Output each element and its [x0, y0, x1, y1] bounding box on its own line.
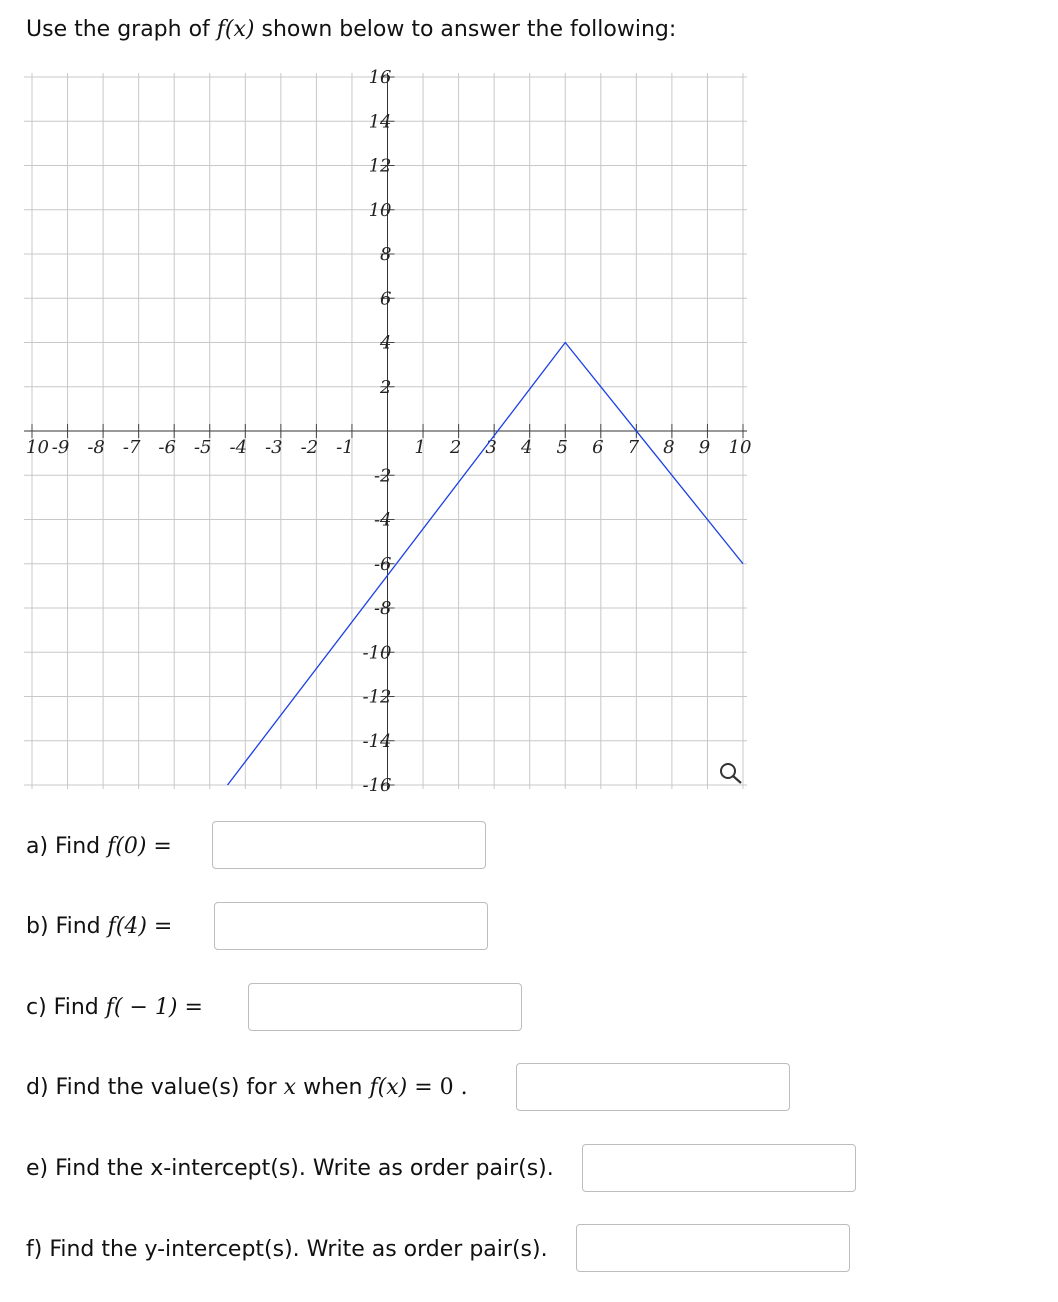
question-c-label: c) Find	[26, 995, 106, 1020]
y-tick-label: -12	[362, 686, 392, 708]
x-tick-label: -5	[193, 437, 212, 458]
question-d-eq: = 0 .	[407, 1075, 468, 1100]
x-tick-label: 4	[520, 437, 533, 458]
question-f	[26, 1235, 548, 1265]
y-tick-label: 16	[368, 67, 392, 88]
instructions-tail: shown below to answer the following:	[254, 17, 677, 42]
y-tick-label: 8	[380, 244, 392, 265]
question-a	[26, 832, 172, 862]
y-tick-label: 4	[380, 332, 392, 354]
question-a-eq: =	[146, 834, 172, 859]
x-tick-label: -8	[87, 437, 105, 458]
axes	[24, 73, 747, 789]
y-tick-label: -14	[362, 730, 392, 752]
question-c-eq: =	[177, 995, 203, 1020]
instructions-lead: Use the graph of	[26, 17, 217, 42]
y-tick-label: -4	[373, 509, 392, 531]
magnifier-icon[interactable]	[721, 764, 741, 783]
y-tick-label: -2	[373, 465, 392, 487]
question-c-expr: f( − 1)	[105, 995, 178, 1020]
x-tick-label: 5	[556, 437, 568, 458]
y-tick-label: 14	[368, 111, 392, 133]
x-tick-label: 10	[26, 437, 49, 458]
y-tick-label: -16	[362, 775, 392, 796]
x-tick-label: -4	[229, 437, 248, 458]
question-c	[26, 993, 203, 1023]
instructions	[26, 14, 676, 46]
question-b-eq: =	[146, 914, 173, 939]
question-d-expr: f(x)	[369, 1075, 408, 1100]
function-graph	[0, 60, 760, 800]
function-name: f(x)	[216, 17, 255, 42]
x-tick-label: -6	[158, 437, 176, 458]
answer-f-input[interactable]	[576, 1224, 850, 1272]
x-tick-label: 9	[698, 437, 711, 458]
answer-b-input[interactable]	[214, 902, 488, 950]
question-a-label: a) Find	[26, 834, 108, 859]
question-d	[26, 1073, 468, 1103]
x-tick-label: -9	[51, 437, 70, 458]
question-a-expr: f(0)	[107, 834, 147, 859]
question-b-expr: f(4)	[107, 914, 147, 939]
answer-d-input[interactable]	[516, 1063, 790, 1111]
y-tick-label: 6	[380, 288, 392, 310]
question-e-label: e) Find the x-intercept(s). Write as order pair(s).	[26, 1156, 554, 1181]
x-tick-label: 8	[663, 437, 675, 458]
question-d-label: d) Find the value(s) for	[26, 1075, 284, 1100]
y-tick-label: -6	[373, 553, 392, 575]
question-b	[26, 912, 172, 942]
x-tick-label: 10	[728, 437, 752, 458]
y-tick-label: 2	[380, 376, 392, 398]
x-tick-label: -7	[122, 437, 141, 458]
y-tick-label: -10	[362, 642, 392, 664]
x-tick-label: 7	[627, 437, 640, 458]
y-tick-label: -8	[373, 598, 392, 619]
x-tick-label: 1	[414, 437, 426, 458]
y-tick-label: 10	[368, 199, 392, 221]
x-tick-label: 2	[449, 437, 462, 458]
question-d-mid: when	[296, 1075, 370, 1100]
question-d-var: x	[283, 1075, 297, 1100]
answer-c-input[interactable]	[248, 983, 522, 1031]
x-tick-label: 6	[592, 437, 604, 458]
answer-a-input[interactable]	[212, 821, 486, 869]
y-tick-label: 12	[368, 155, 392, 177]
x-tick-label: -2	[300, 437, 319, 458]
answer-e-input[interactable]	[582, 1144, 856, 1192]
question-e	[26, 1154, 554, 1184]
x-tick-label: 3	[485, 437, 497, 458]
question-f-label: f) Find the y-intercept(s). Write as order pair(s).	[26, 1237, 548, 1262]
x-tick-label: -1	[336, 437, 354, 458]
question-b-label: b) Find	[26, 914, 108, 939]
x-tick-label: -3	[265, 437, 283, 458]
